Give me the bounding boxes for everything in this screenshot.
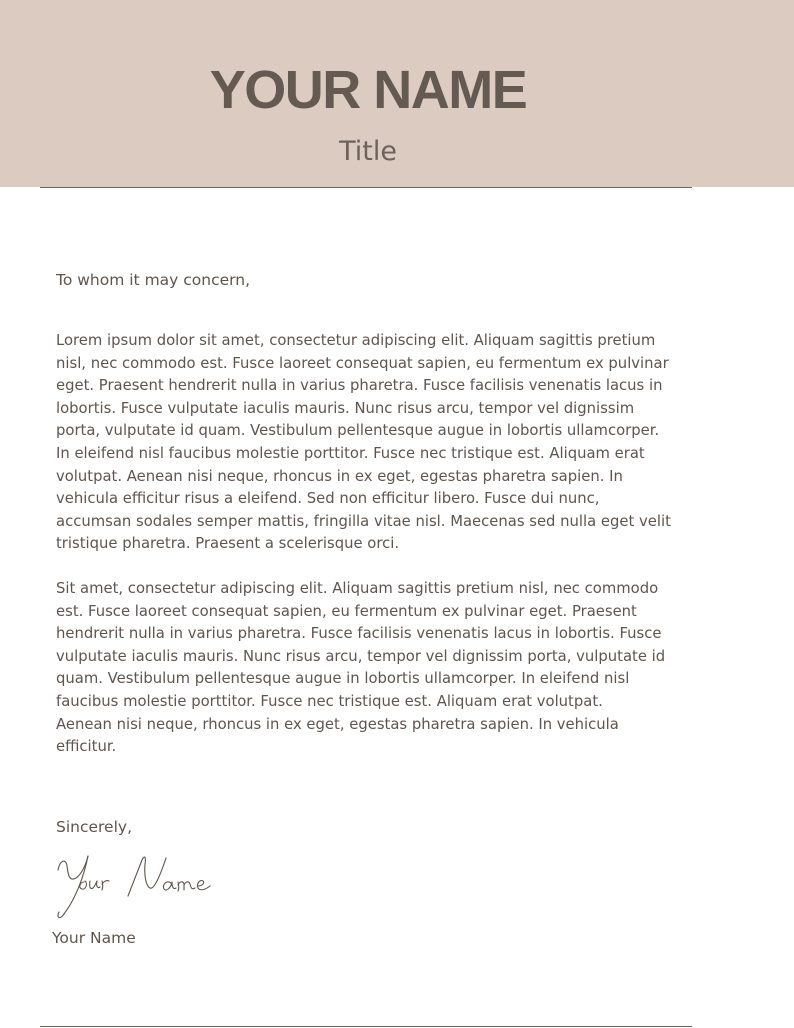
body-paragraph-1 (56, 330, 676, 556)
paragraph-line: Aenean nisi neque, rhoncus in ex eget, egestas pharetra sapien. In vehicula (56, 715, 619, 733)
paragraph-line: vehicula efficitur risus a eleifend. Sed non efficitur libero. Fusce dui nunc, (56, 490, 600, 508)
header-rule (40, 187, 692, 188)
paragraph-line: Sit amet, consectetur adipiscing elit. Aliquam sagittis pretium nisl, nec commodo (56, 580, 659, 597)
header-title: Title (339, 136, 397, 167)
signature (50, 848, 220, 923)
paragraph-line: efficitur. (56, 738, 117, 756)
paragraph-line: volutpat. Aenean nisi neque, rhoncus in ex eget, egestas pharetra sapien. In (56, 467, 623, 485)
paragraph-line: est. Fusce laoreet consequat sapien, eu fermentum ex pulvinar eget. Praesent (56, 602, 637, 620)
signer-name: Your Name (52, 929, 136, 947)
paragraph-line: faucibus molestie porttitor. Fusce nec tristique est. Aliquam erat volutpat. (56, 692, 603, 710)
header-name: YOUR NAME (209, 60, 527, 120)
paragraph-line: Lorem ipsum dolor sit amet, consectetur adipiscing elit. Aliquam sagittis pretium (56, 332, 656, 349)
body-paragraph-2 (56, 578, 676, 759)
paragraph-line: lobortis. Fusce vulputate iaculis mauris. Nunc risus arcu, tempor vel dignissim (56, 399, 635, 417)
paragraph-line: nisl, nec commodo est. Fusce laoreet consequat sapien, eu fermentum ex pulvinar (56, 354, 669, 372)
paragraph-line: accumsan sodales semper mattis, fringilla vitae nisl. Maecenas sed nulla eget velit (56, 512, 671, 530)
paragraph-line: quam. Vestibulum pellentesque augue in lobortis ullamcorper. In eleifend nisl (56, 670, 630, 688)
closing: Sincerely, (56, 818, 133, 836)
paragraph-line: tristique pharetra. Praesent a scelerisque orci. (56, 535, 400, 553)
salutation: To whom it may concern, (56, 271, 250, 289)
paragraph-line: In eleifend nisl faucibus molestie porttitor. Fusce nec tristique est. Aliquam erat (56, 444, 645, 462)
footer-rule (40, 1026, 692, 1027)
paragraph-line: eget. Praesent hendrerit nulla in varius pharetra. Fusce facilisis venenatis lacus in (56, 377, 663, 395)
paragraph-line: porta, vulputate id quam. Vestibulum pellentesque augue in lobortis ullamcorper. (56, 422, 660, 440)
paragraph-line: hendrerit nulla in varius pharetra. Fusce facilisis venenatis lacus in lobortis. Fusce (56, 625, 662, 643)
paragraph-line: vulputate iaculis mauris. Nunc risus arcu, tempor vel dignissim porta, vulputate id (56, 647, 666, 665)
